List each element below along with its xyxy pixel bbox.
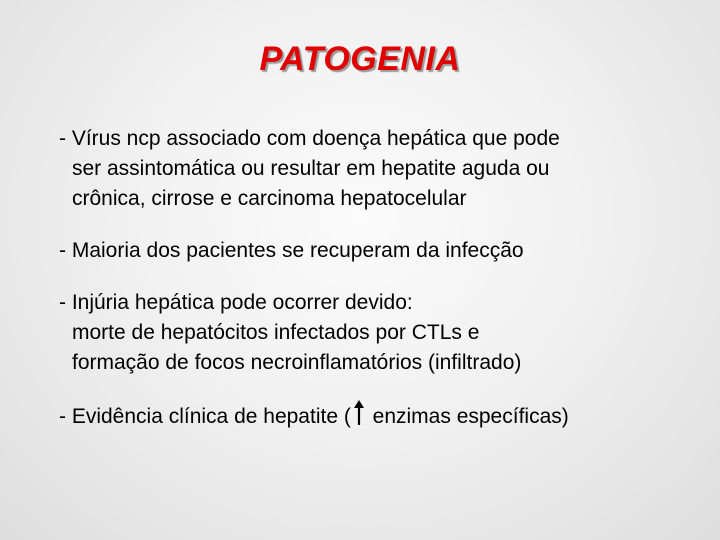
bullet-item: [59, 236, 699, 266]
bullet-item: [59, 124, 699, 214]
bullet-line: - Vírus ncp associado com doença hepática que pode: [59, 127, 560, 150]
bullet-line: - Injúria hepática pode ocorrer devido:: [59, 291, 413, 314]
bullet-line: ser assintomática ou resultar em hepatite aguda ou: [72, 157, 550, 180]
bullet-line: - Maioria dos pacientes se recuperam da infecção: [59, 239, 524, 262]
bullet-line: morte de hepatócitos infectados por CTLs e: [72, 321, 480, 344]
bullet-list: [59, 124, 699, 457]
bullet-text-after: enzimas específicas): [366, 405, 569, 428]
bullet-line: formação de focos necroinflamatórios (infiltrado): [72, 351, 522, 374]
bullet-item: [59, 288, 699, 378]
bullet-line: crônica, cirrose e carcinoma hepatocelular: [72, 187, 467, 210]
bullet-text-before: - Evidência clínica de hepatite (: [59, 405, 351, 428]
slide-title: PATOGENIA: [259, 40, 461, 78]
bullet-line: [59, 400, 699, 435]
up-arrow-icon: [353, 400, 365, 435]
bullet-item: [59, 400, 699, 435]
